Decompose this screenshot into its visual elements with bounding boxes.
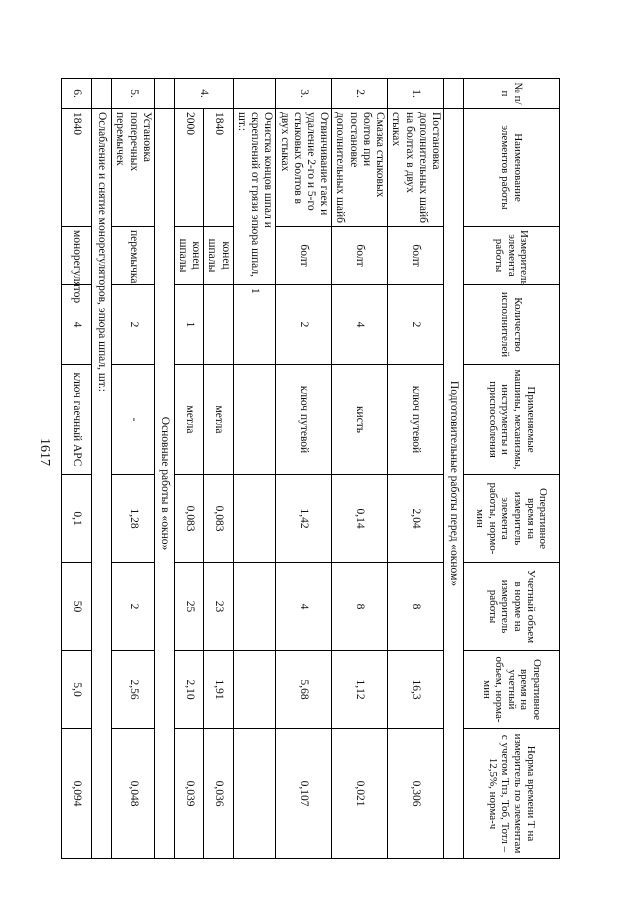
row-op-time: 0,14 <box>332 475 388 563</box>
section-title-main: Основные работы в «окно» <box>154 109 174 859</box>
section-row-main <box>154 79 174 859</box>
table-rotated-inner <box>71 78 560 858</box>
row-workers: 4 <box>332 285 388 365</box>
header-num: № п/п <box>464 79 560 109</box>
row-num: 6. <box>62 79 92 109</box>
row-op-total: 5,68 <box>276 651 332 729</box>
row-norm: 0,094 <box>62 729 92 859</box>
row-norm: 0,036 <box>204 729 233 859</box>
header-workers: Количество исполнителей <box>464 285 560 365</box>
table-row <box>62 79 92 859</box>
table-row <box>388 79 444 859</box>
row-tools: ключ путевой <box>388 365 444 475</box>
group-workers: 1 <box>233 285 276 365</box>
row-op-time: 1,28 <box>112 475 155 563</box>
header-op-time: Оперативное время на измеритель элемента работы, нормо-мин <box>464 475 560 563</box>
table-row <box>204 79 233 859</box>
row-workers: 2 <box>276 285 332 365</box>
row-num: 4. <box>174 79 233 109</box>
row-norm: 0,039 <box>174 729 203 859</box>
table-row <box>112 79 155 859</box>
section-title-prep: Подготовительные работы перед «окном» <box>444 109 464 859</box>
row-op-total: 16,3 <box>388 651 444 729</box>
table-row <box>332 79 388 859</box>
row-volume: 4 <box>276 563 332 651</box>
header-tools: Применяемые машины, механизмы, инструменты и приспособления <box>464 365 560 475</box>
row-op-total: 1,12 <box>332 651 388 729</box>
row-workers: 2 <box>112 285 155 365</box>
group-title: Ослабление и снятие монорегуляторов, эпюра шпал, шт.: <box>92 109 112 859</box>
row-meter: конец шпалы <box>174 227 203 285</box>
row-volume: 8 <box>388 563 444 651</box>
row-name: Установка поперечных перемычек <box>112 109 155 227</box>
header-norm: Норма времени Т на измеритель по элементам с учетом Тпз, Тоб, Тотл – 12,5%, норма-ч <box>464 729 560 859</box>
row-tools: ключ гаечный АРС <box>62 365 92 475</box>
row-op-time: 0,083 <box>174 475 203 563</box>
row-meter: болт <box>332 227 388 285</box>
page-number: 1617 <box>37 438 52 466</box>
row-op-total: 1,91 <box>204 651 233 729</box>
header-volume: Учетный объем в норме на измеритель работы <box>464 563 560 651</box>
header-meter: Измеритель элемента работы <box>464 227 560 285</box>
row-volume: 50 <box>62 563 92 651</box>
row-name: 1840 <box>204 109 233 227</box>
row-op-total: 2,10 <box>174 651 203 729</box>
row-tools: кисть <box>332 365 388 475</box>
row-op-time: 2,04 <box>388 475 444 563</box>
row-meter: перемычка <box>112 227 155 285</box>
header-name: Наименование элементов работы <box>464 109 560 227</box>
table-row-group-title <box>233 79 276 859</box>
row-name: Смазка стыковых болтов при постановке дополнительных шайб <box>332 109 388 227</box>
row-workers: 4 <box>62 285 92 365</box>
row-op-time: 1,42 <box>276 475 332 563</box>
row-meter: конец шпалы <box>204 227 233 285</box>
row-op-time: 0,1 <box>62 475 92 563</box>
row-volume: 25 <box>174 563 203 651</box>
row-name: 1840 <box>62 109 92 227</box>
row-volume: 23 <box>204 563 233 651</box>
row-op-total: 5,0 <box>62 651 92 729</box>
row-name: Постановка дополнительных шайб на болтах в двух стыках <box>388 109 444 227</box>
header-row <box>464 79 560 859</box>
row-meter: болт <box>276 227 332 285</box>
row-op-total: 2,56 <box>112 651 155 729</box>
row-num: 3. <box>276 79 332 109</box>
row-tools: ключ путевой <box>276 365 332 475</box>
row-tools: - <box>112 365 155 475</box>
table-rotated-container <box>71 78 560 858</box>
table-row <box>174 79 203 859</box>
row-meter: болт <box>388 227 444 285</box>
table-row-group-title <box>92 79 112 859</box>
row-name: Отвинчивание гаек и удаление 2-го и 5-го стыковых болтов в двух стыках <box>276 109 332 227</box>
row-tools: метла <box>204 365 233 475</box>
row-workers: 1 <box>174 285 203 365</box>
work-norms-table <box>61 78 560 859</box>
row-volume: 2 <box>112 563 155 651</box>
row-name: 2000 <box>174 109 203 227</box>
row-volume: 8 <box>332 563 388 651</box>
row-norm: 0,048 <box>112 729 155 859</box>
row-num: 5. <box>112 79 155 109</box>
row-op-time: 0,083 <box>204 475 233 563</box>
row-norm: 0,021 <box>332 729 388 859</box>
row-num: 1. <box>388 79 444 109</box>
row-num: 2. <box>332 79 388 109</box>
table-row <box>276 79 332 859</box>
row-workers: 2 <box>388 285 444 365</box>
row-meter: монорегулятор <box>62 227 92 285</box>
group-title: Очистка концов шпал и скреплений от грязи эпюра шпал, шт.: <box>233 109 276 285</box>
row-tools: метла <box>174 365 203 475</box>
header-op-total: Оперативное время на учетный объем, норма-мин <box>464 651 560 729</box>
row-norm: 0,306 <box>388 729 444 859</box>
row-norm: 0,107 <box>276 729 332 859</box>
section-row-prep <box>444 79 464 859</box>
